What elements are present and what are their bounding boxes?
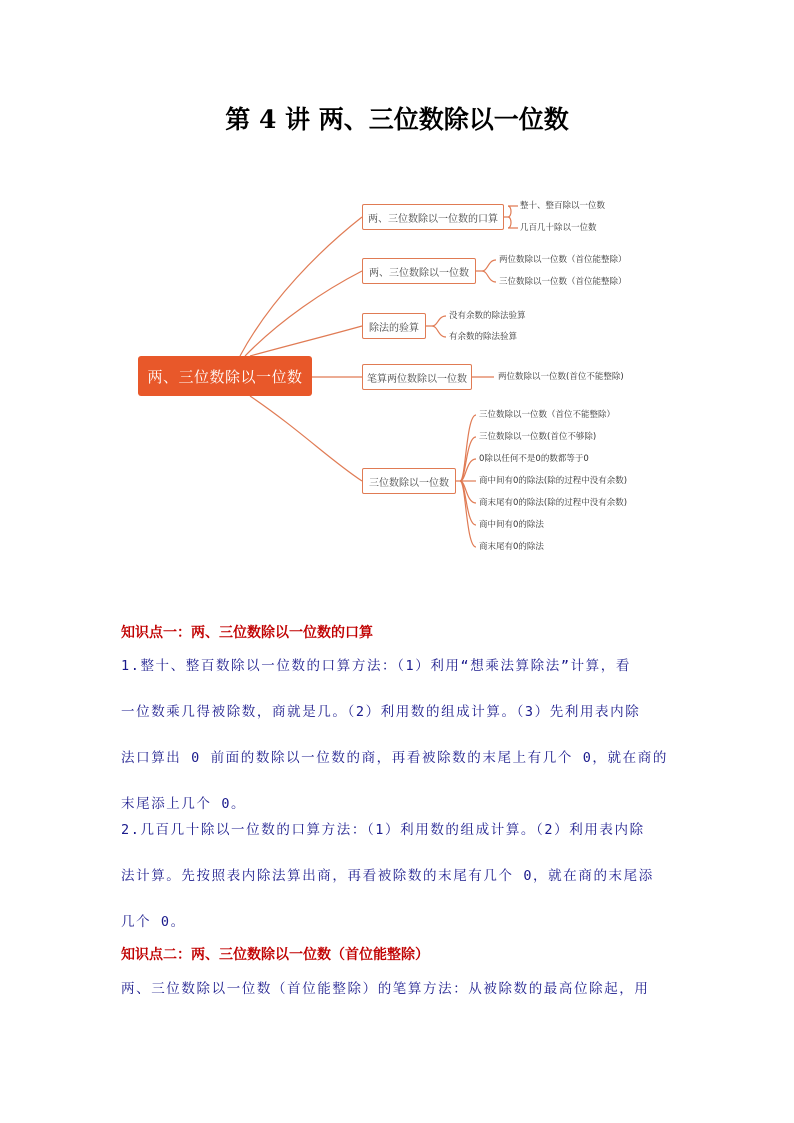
mindmap-branch-divisible: 两、三位数除以一位数 <box>362 258 476 284</box>
text-line: 法口算出 0 前面的数除以一位数的商，再看被除数的末尾上有几个 0，就在商的 <box>121 750 668 766</box>
mindmap-leaf: 两位数除以一位数（首位能整除） <box>499 255 627 265</box>
mindmap-branch-check: 除法的验算 <box>362 313 426 339</box>
mindmap-branch-three-digit: 三位数除以一位数 <box>362 468 456 494</box>
mindmap-leaf: 三位数除以一位数(首位不够除) <box>479 432 597 442</box>
mindmap-leaf: 商末尾有0的除法(除的过程中没有余数) <box>479 498 628 508</box>
text-line: 1.整十、整百数除以一位数的口算方法：（1）利用“想乘法算除法”计算，看 <box>121 658 631 674</box>
mindmap-leaf: 整十、整百除以一位数 <box>520 201 606 211</box>
mindmap-leaf: 商中间有0的除法(除的过程中没有余数) <box>479 476 628 486</box>
text-line: 一位数乘几得被除数，商就是几。（2）利用数的组成计算。（3）先利用表内除 <box>121 704 641 720</box>
mindmap-leaf: 三位数除以一位数（首位能整除） <box>499 277 627 287</box>
text-line: 几个 0。 <box>121 914 186 930</box>
mindmap-leaf: 没有余数的除法验算 <box>449 311 526 321</box>
text-line: 两、三位数除以一位数（首位能整除）的笔算方法：从被除数的最高位除起，用 <box>121 981 650 997</box>
paragraph <box>121 966 674 1012</box>
mindmap-branch-oral: 两、三位数除以一位数的口算 <box>362 204 504 230</box>
section-heading: 知识点一：两、三位数除以一位数的口算 <box>121 625 373 641</box>
text-line: 末尾添上几个 0。 <box>121 796 247 812</box>
mindmap-leaf: 商中间有0的除法 <box>479 520 544 530</box>
mindmap-branch-written-two: 笔算两位数除以一位数 <box>362 364 472 390</box>
mindmap-leaf: 三位数除以一位数（首位不能整除） <box>479 410 616 420</box>
page-title: 第 4 讲 两、三位数除以一位数 <box>225 105 569 134</box>
mindmap-leaf: 有余数的除法验算 <box>449 332 518 342</box>
text-line: 法计算。先按照表内除法算出商，再看被除数的末尾有几个 0，就在商的末尾添 <box>121 868 654 884</box>
paragraph <box>121 807 674 945</box>
mindmap-leaf: 0除以任何不是0的数都等于0 <box>479 454 589 464</box>
mindmap-leaf: 几百几十除以一位数 <box>520 223 597 233</box>
mindmap-root: 两、三位数除以一位数 <box>138 356 312 396</box>
mindmap-leaf: 商末尾有0的除法 <box>479 542 544 552</box>
mindmap-leaf: 两位数除以一位数(首位不能整除) <box>498 372 624 382</box>
paragraph <box>121 643 674 827</box>
text-line: 2.几百几十除以一位数的口算方法：（1）利用数的组成计算。（2）利用表内除 <box>121 822 645 838</box>
section-heading: 知识点二：两、三位数除以一位数（首位能整除） <box>121 947 429 963</box>
